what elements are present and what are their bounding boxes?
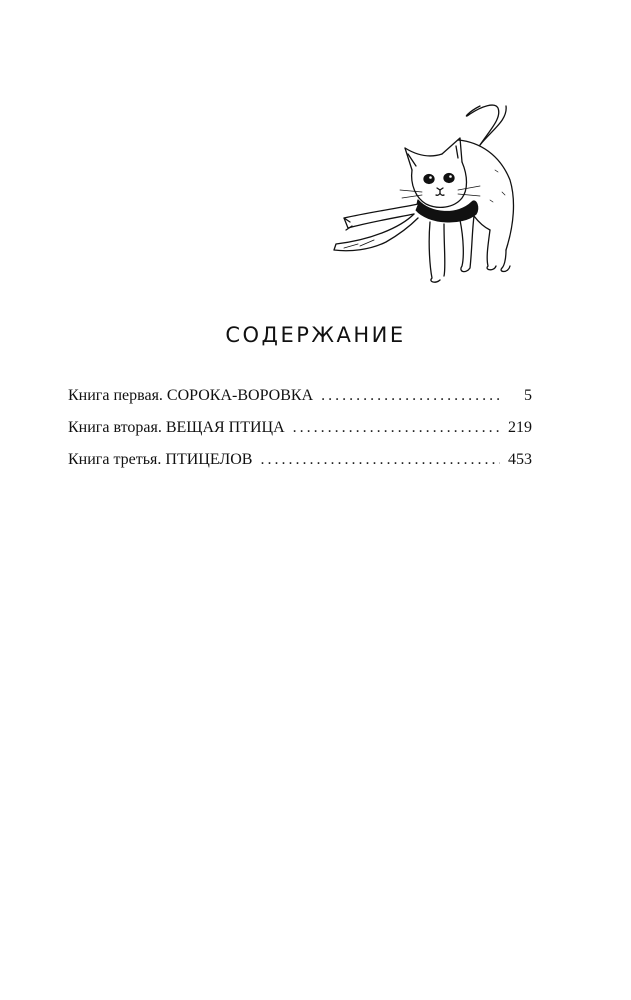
contents-entry-label: Книга вторая. ВЕЩАЯ ПТИЦА bbox=[68, 419, 285, 436]
cat-illustration bbox=[330, 100, 530, 290]
contents-entry-label: Книга первая. СОРОКА-ВОРОВКА bbox=[68, 387, 314, 404]
contents-entry-page: 5 bbox=[524, 387, 532, 404]
contents-title: СОДЕРЖАНИЕ bbox=[225, 323, 406, 347]
contents-entry[interactable] bbox=[68, 384, 532, 416]
contents-entry-label: Книга третья. ПТИЦЕЛОВ bbox=[68, 451, 253, 468]
contents-entry-page: 219 bbox=[508, 419, 532, 436]
contents-list bbox=[68, 384, 532, 480]
contents-entry[interactable] bbox=[68, 448, 532, 480]
dot-leader bbox=[260, 448, 500, 472]
contents-entry-page: 453 bbox=[508, 451, 532, 468]
contents-entry[interactable] bbox=[68, 416, 532, 448]
dot-leader bbox=[293, 416, 500, 440]
dot-leader bbox=[321, 384, 500, 408]
